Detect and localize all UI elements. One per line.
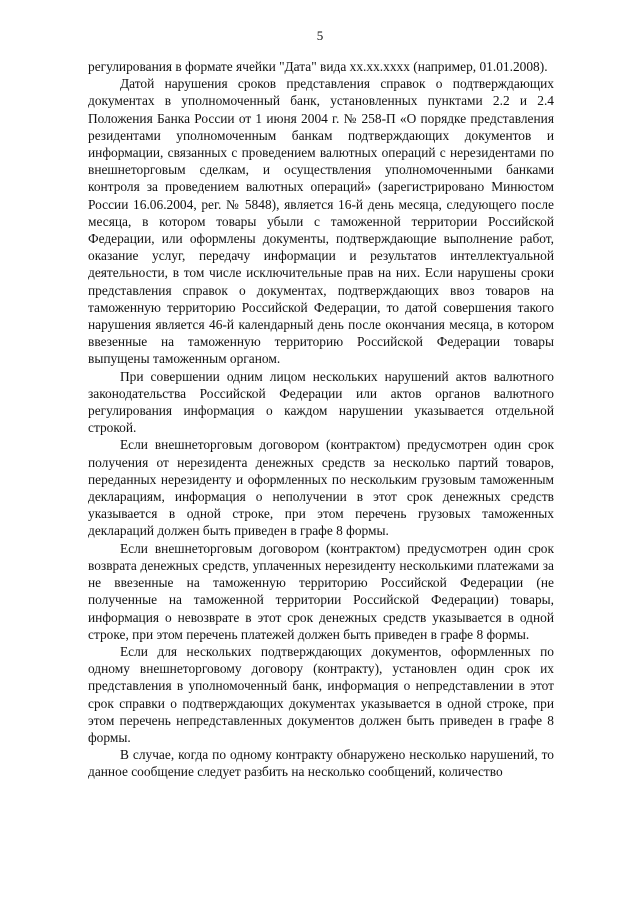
paragraph-date-format-continuation: регулирования в формате ячейки "Дата" вида хх.хх.хххх (например, 01.01.2008).: [88, 59, 548, 74]
paragraph-violation-date-rules: Датой нарушения сроков представления справок о подтверждающих документах в уполномоченный банк, установленных пунктами 2.2 и 2.4 Положения Банка России от 1 июня 2004 г. № 258-П «О порядке представления резидентами уполномоченным банкам подтверждающих документов и информации, связанных с проведением валютных операций с нерезидентами по внешнеторговым сделкам, и осуществления уполномоченными банками контроля за проведением валютных операций» (зарегистрировано Минюстом России 16.06.2004, рег. № 5848), является 16-й день месяца, следующего после месяца, в котором товары убыли с таможенной территории Российской Федерации, или оформлены документы, подтверждающие выполнение работ, оказание услуг, передачу информации и результатов интеллектуальной деятельности, в том числе исключительные прав на них. Если нарушены сроки представления справок о документах, подтверждающих ввоз товаров на таможенную территорию Российской Федерации, то датой совершения такого нарушения является 46-й календарный день после окончания месяца, в котором ввезенные на таможенную территорию Российской Федерации товары выпущены таможенным органом.: [88, 76, 554, 367]
paragraph-supporting-documents: Если для нескольких подтверждающих документов, оформленных по одному внешнеторговому договору (контракту), установлен один срок их представления в уполномоченный банк, информация о непредставлении в этот срок справки о подтверждающих документах указывается в одной строке, при этом перечень непредставленных документов должен быть приведен в графе 8 формы.: [88, 643, 554, 745]
page-number: 5: [316, 28, 324, 43]
paragraph-several-violations-one-contract: В случае, когда по одному контракту обнаружено несколько нарушений, то данное сообщение следует разбить на несколько сообщений, количество: [88, 747, 554, 780]
paragraph-multiple-violations: При совершении одним лицом нескольких нарушений актов валютного законодательства Российской Федерации или актов органов валютного регулирования информация о каждом нарушении указывается отдельной строкой.: [88, 368, 554, 436]
paragraph-single-term-return: Если внешнеторговым договором (контрактом) предусмотрен один срок возврата денежных средств, уплаченных нерезиденту несколькими платежами за не ввезенные на таможенную территорию Российской Федерации (не полученные на таможенной территории Российской Федерации) товары, информация о невозврате в этот срок денежных средств указывается в одной строке, при этом перечень платежей должен быть приведен в графе 8 формы.: [88, 540, 554, 642]
document-body: [88, 58, 554, 781]
paragraph-single-term-receipt: Если внешнеторговым договором (контрактом) предусмотрен один срок получения от нерезидента денежных средств за несколько партий товаров, переданных нерезиденту и оформленных по нескольким грузовым таможенным декларациям, информация о неполучении в этот срок денежных средств указывается в одной строке, при этом перечень грузовых таможенных деклараций должен быть приведен в графе 8 формы.: [88, 437, 554, 539]
